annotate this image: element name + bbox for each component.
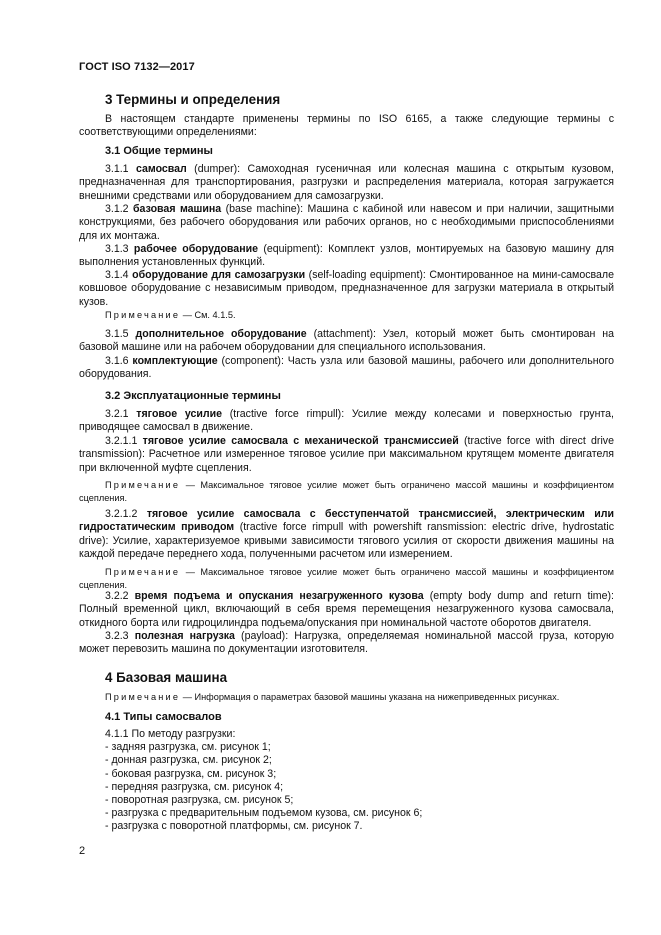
note-1 bbox=[79, 309, 614, 322]
section-3-intro bbox=[79, 113, 614, 140]
term-definition: (payload): Нагрузка, определяемая номинальной массой груза, которую может перевозить машина по документации изготовителя. bbox=[79, 630, 614, 656]
term-num: 3.2.3 bbox=[105, 630, 135, 642]
unloading-method-list bbox=[105, 728, 422, 834]
term-num: 3.1.3 bbox=[105, 243, 134, 255]
list-item: - задняя разгрузка, см. рисунок 1; bbox=[105, 741, 271, 754]
term-name: время подъема и опускания незагруженного кузова bbox=[134, 590, 424, 602]
term-name: тяговое усилие самосвала с механической трансмиссией bbox=[142, 435, 459, 447]
term-num: 3.1.4 bbox=[105, 269, 133, 281]
term-3-1-4 bbox=[79, 269, 614, 309]
term-definition: (self-loading equipment): Смонтированное на мини-самосвале ковшовое оборудование с независимым приводом, предназначенное для загрузки материала в открытый кузов. bbox=[79, 269, 614, 308]
term-3-2-3 bbox=[79, 630, 614, 657]
term-name: полезная нагрузка bbox=[134, 630, 235, 642]
term-name: оборудование для самозагрузки bbox=[132, 269, 306, 281]
term-definition: (dumper): Самоходная гусеничная или колесная машина с открытым кузовом, предназначенная для транспортирования, разгрузки и распределения материала, которая загружается внешними средствами или оборудованием для самозагрузки. bbox=[79, 163, 614, 202]
list-item: - передняя разгрузка, см. рисунок 4; bbox=[105, 780, 284, 793]
term-3-2-2 bbox=[79, 590, 614, 630]
term-name: дополнительное оборудование bbox=[135, 328, 307, 340]
section-3-title: 3 Термины и определения bbox=[105, 92, 281, 107]
term-definition: (attachment): Узел, который может быть смонтирован на базовой машине или на рабочем оборудовании для специального использования. bbox=[79, 328, 615, 354]
term-num: 3.2.1 bbox=[105, 408, 137, 420]
list-item: - разгрузка с предварительным подъемом кузова, см. рисунок 6; bbox=[105, 807, 423, 820]
term-name: базовая машина bbox=[133, 203, 222, 215]
list-item: - донная разгрузка, см. рисунок 2; bbox=[105, 754, 272, 767]
list-item: - поворотная разгрузка, см. рисунок 5; bbox=[105, 794, 294, 807]
term-name: комплектующие bbox=[132, 355, 218, 367]
term-num: 3.1.5 bbox=[105, 328, 136, 340]
list-item: - разгрузка с поворотной платформы, см. рисунок 7. bbox=[105, 820, 363, 833]
note-label: Примечание bbox=[105, 310, 181, 320]
section-4-1-title: 4.1 Типы самосвалов bbox=[105, 711, 222, 723]
term-num: 3.1.6 bbox=[105, 355, 133, 367]
section-4-title: 4 Базовая машина bbox=[105, 670, 228, 685]
note-3 bbox=[79, 566, 614, 593]
term-definition: (equipment): Комплект узлов, монтируемых на базовую машину для выполнения установленных функций. bbox=[79, 243, 614, 269]
term-definition: (base machine): Машина с кабиной или навесом и при наличии, защитными конструкциями, без рабочего оборудования или рабочих органов, но с необходимыми приспособлениями для их монтажа. bbox=[79, 203, 614, 242]
term-3-2-1-2 bbox=[79, 508, 614, 562]
term-3-2-1-1 bbox=[79, 435, 614, 475]
note-label: Примечание bbox=[105, 692, 181, 702]
term-name: рабочее оборудование bbox=[133, 243, 258, 255]
term-3-1-2 bbox=[79, 203, 614, 243]
term-3-1-6 bbox=[79, 355, 614, 382]
term-3-1-3 bbox=[79, 243, 614, 270]
note-text: — Максимальное тяговое усилие может быть ограничено массой машины и коэффициентом сцепления. bbox=[79, 480, 614, 504]
term-num: 3.2.1.2 bbox=[105, 508, 147, 520]
list-heading: 4.1.1 По методу разгрузки: bbox=[105, 728, 236, 740]
term-name: тяговое усилие самосвала с бесступенчатой трансмиссией, электрическим или гидростатическим приводом bbox=[79, 508, 615, 534]
term-definition: (empty body dump and return time): Полный временной цикл, включающий в себя время перемещения незагруженного кузова самосвала, откидного борта или гидроцилиндра подъема/опускания при номинальной частоте оборотов двигателя. bbox=[79, 590, 614, 629]
term-definition: (tractive force rimpull with powershift ransmission: electric drive, hydrostatic drive): Усилие, характеризуемое кривыми зависимости тягового усилия от скорости движения машины на каждой передаче переднего хода, полученными расчетом или измерением. bbox=[79, 521, 614, 561]
term-name: тяговое усилие bbox=[136, 408, 223, 420]
page-number: 2 bbox=[79, 845, 86, 857]
term-definition: (tractive force with direct drive transmission): Расчетное или измеренное тяговое усилие при максимальном крутящем моменте двигателя при включенной муфте сцепления. bbox=[79, 435, 614, 474]
note-2 bbox=[79, 479, 614, 506]
term-num: 3.2.2 bbox=[105, 590, 135, 602]
list-item: - боковая разгрузка, см. рисунок 3; bbox=[105, 767, 277, 780]
note-text: — Информация о параметрах базовой машины указана на нижеприведенных рисунках. bbox=[180, 692, 560, 702]
term-name: самосвал bbox=[135, 163, 187, 175]
note-4 bbox=[79, 691, 614, 704]
term-3-1-1 bbox=[79, 163, 614, 203]
term-definition: (tractive force rimpull): Усилие между колесами и поверхностью грунта, приводящее самосвал в движение. bbox=[79, 408, 614, 434]
note-label: Примечание bbox=[105, 567, 181, 577]
term-definition: (component): Часть узла или базовой машины, рабочего или дополнительного оборудования. bbox=[79, 355, 614, 381]
term-3-1-5 bbox=[79, 328, 614, 355]
term-num: 3.1.2 bbox=[105, 203, 134, 215]
section-3-1-title: 3.1 Общие термины bbox=[105, 145, 213, 157]
term-3-2-1 bbox=[79, 408, 614, 435]
document-header: ГОСТ ISO 7132—2017 bbox=[79, 61, 195, 73]
note-text: — Максимальное тяговое усилие может быть ограничено массой машины и коэффициентом сцепления. bbox=[79, 567, 614, 591]
term-num: 3.1.1 bbox=[105, 163, 136, 175]
intro-text: В настоящем стандарте применены термины по ISO 6165, а также следующие термины с соответствующими определениями: bbox=[79, 113, 614, 139]
term-num: 3.2.1.1 bbox=[105, 435, 143, 447]
note-label: Примечание bbox=[105, 480, 181, 490]
section-3-2-title: 3.2 Эксплуатационные термины bbox=[105, 390, 281, 402]
note-text: — См. 4.1.5. bbox=[180, 310, 236, 320]
